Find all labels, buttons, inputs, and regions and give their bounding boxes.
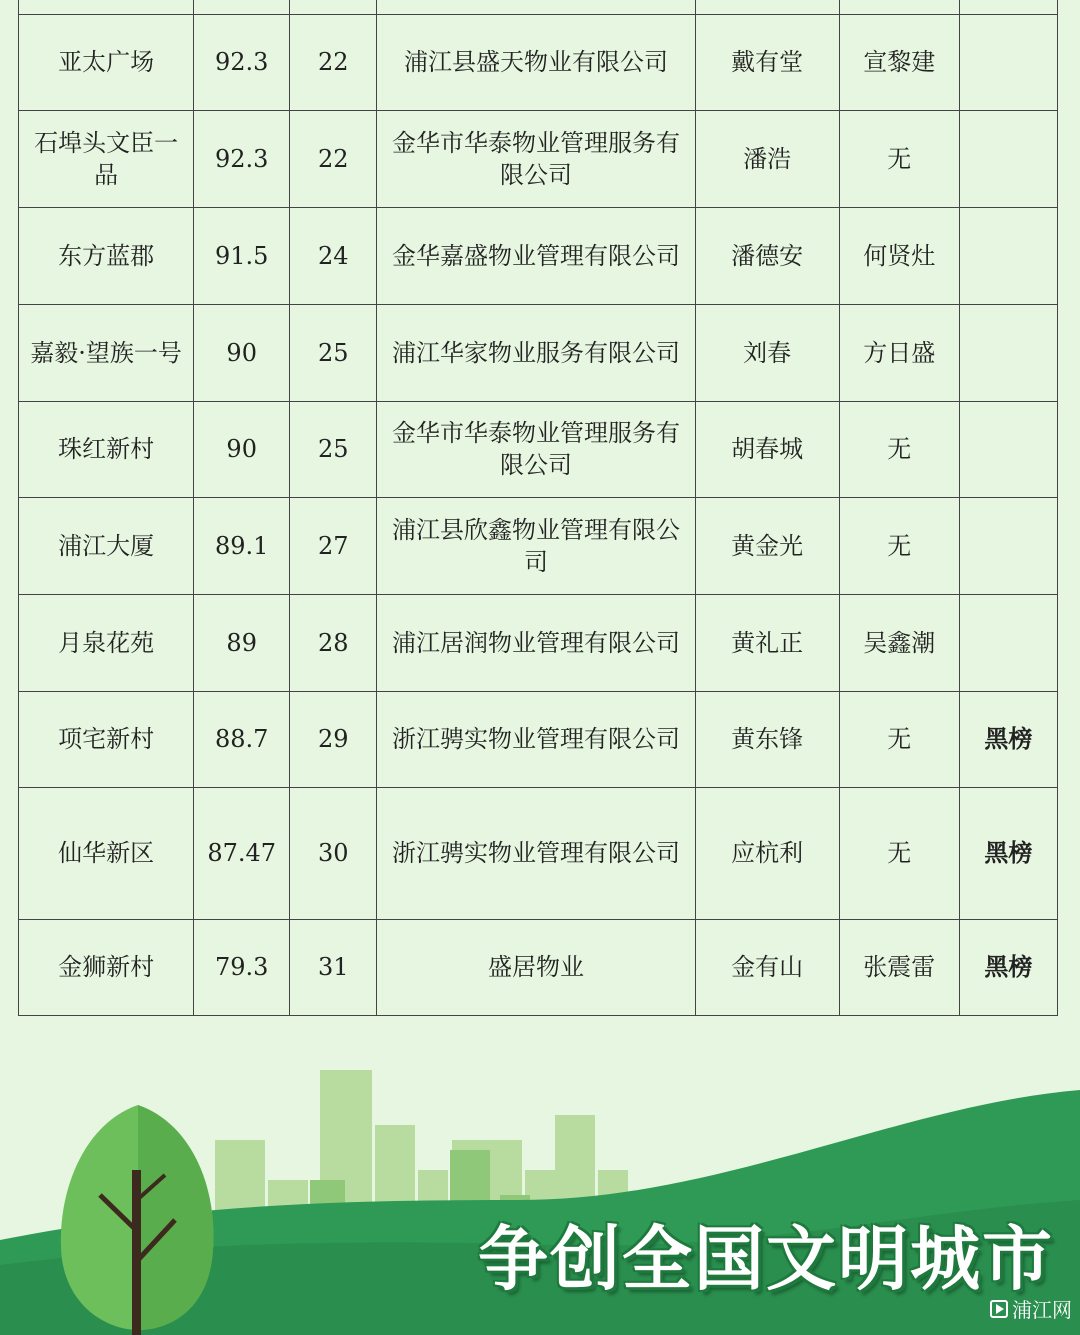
table-row bbox=[19, 14, 1058, 110]
committee-cell: 无 bbox=[839, 691, 959, 787]
committee-cell: 无 bbox=[839, 497, 959, 594]
company-cell: 浙江骋实物业管理有限公司 bbox=[377, 691, 695, 787]
table-row bbox=[19, 110, 1058, 207]
table-row bbox=[19, 497, 1058, 594]
rank-cell: 29 bbox=[290, 691, 377, 787]
committee-cell: 何贤灶 bbox=[839, 207, 959, 304]
company-cell: 盛居物业 bbox=[377, 919, 695, 1015]
table-row-continued bbox=[19, 0, 1058, 14]
score-cell: 92.3 bbox=[194, 110, 290, 207]
rank-cell: 31 bbox=[290, 919, 377, 1015]
manager-cell: 戴有堂 bbox=[695, 14, 839, 110]
score-cell: 92.3 bbox=[194, 14, 290, 110]
table-row bbox=[19, 787, 1058, 919]
company-cell: 金华市华泰物业管理服务有限公司 bbox=[377, 401, 695, 497]
manager-cell: 胡春城 bbox=[695, 401, 839, 497]
slogan-text: 争创全国文明城市 bbox=[478, 1218, 1054, 1300]
watermark bbox=[990, 1294, 1072, 1323]
manager-cell: 刘春 bbox=[695, 304, 839, 401]
table-row bbox=[19, 919, 1058, 1015]
tag-cell: 黑榜 bbox=[959, 919, 1057, 1015]
score-cell: 89 bbox=[194, 594, 290, 691]
tag-cell bbox=[959, 594, 1057, 691]
company-cell: 浦江华家物业服务有限公司 bbox=[377, 304, 695, 401]
community-name-cell: 东方蓝郡 bbox=[19, 207, 194, 304]
rank-cell: 28 bbox=[290, 594, 377, 691]
rank-cell: 25 bbox=[290, 401, 377, 497]
play-logo-icon bbox=[990, 1300, 1008, 1318]
manager-cell: 潘德安 bbox=[695, 207, 839, 304]
table-row bbox=[19, 304, 1058, 401]
community-name-cell: 金狮新村 bbox=[19, 919, 194, 1015]
company-cell: 浦江县盛天物业有限公司 bbox=[377, 14, 695, 110]
watermark-text: 浦江网 bbox=[1012, 1298, 1072, 1322]
manager-cell: 应杭利 bbox=[695, 787, 839, 919]
score-cell: 90 bbox=[194, 401, 290, 497]
community-name-cell: 亚太广场 bbox=[19, 14, 194, 110]
committee-cell: 方日盛 bbox=[839, 304, 959, 401]
company-cell: 浦江县欣鑫物业管理有限公司 bbox=[377, 497, 695, 594]
committee-cell: 宣黎建 bbox=[839, 14, 959, 110]
rank-cell: 24 bbox=[290, 207, 377, 304]
company-cell: 金华嘉盛物业管理有限公司 bbox=[377, 207, 695, 304]
committee-cell: 吴鑫潮 bbox=[839, 594, 959, 691]
manager-cell: 潘浩 bbox=[695, 110, 839, 207]
score-cell: 79.3 bbox=[194, 919, 290, 1015]
manager-cell: 黄礼正 bbox=[695, 594, 839, 691]
rank-cell: 22 bbox=[290, 14, 377, 110]
tag-cell bbox=[959, 207, 1057, 304]
table-row bbox=[19, 401, 1058, 497]
community-name-cell: 嘉毅·望族一号 bbox=[19, 304, 194, 401]
rank-cell: 30 bbox=[290, 787, 377, 919]
score-cell: 88.7 bbox=[194, 691, 290, 787]
community-name-cell: 仙华新区 bbox=[19, 787, 194, 919]
rank-cell: 27 bbox=[290, 497, 377, 594]
ranking-table-wrap bbox=[18, 0, 1058, 1016]
tag-cell bbox=[959, 401, 1057, 497]
tag-cell: 黑榜 bbox=[959, 787, 1057, 919]
community-name-cell: 石埠头文臣一品 bbox=[19, 110, 194, 207]
community-name-cell: 项宅新村 bbox=[19, 691, 194, 787]
community-name-cell: 浦江大厦 bbox=[19, 497, 194, 594]
community-name-cell: 月泉花苑 bbox=[19, 594, 194, 691]
table-row bbox=[19, 691, 1058, 787]
rank-cell: 25 bbox=[290, 304, 377, 401]
score-cell: 87.47 bbox=[194, 787, 290, 919]
manager-cell: 黄东锋 bbox=[695, 691, 839, 787]
committee-cell: 张震雷 bbox=[839, 919, 959, 1015]
company-cell: 金华市华泰物业管理服务有限公司 bbox=[377, 110, 695, 207]
company-cell: 浦江居润物业管理有限公司 bbox=[377, 594, 695, 691]
score-cell: 89.1 bbox=[194, 497, 290, 594]
committee-cell: 无 bbox=[839, 110, 959, 207]
manager-cell: 黄金光 bbox=[695, 497, 839, 594]
ranking-table bbox=[18, 0, 1058, 1016]
tag-cell: 黑榜 bbox=[959, 691, 1057, 787]
tag-cell bbox=[959, 304, 1057, 401]
rank-cell: 22 bbox=[290, 110, 377, 207]
community-name-cell: 珠红新村 bbox=[19, 401, 194, 497]
table-row bbox=[19, 594, 1058, 691]
tag-cell bbox=[959, 110, 1057, 207]
table-row bbox=[19, 207, 1058, 304]
committee-cell: 无 bbox=[839, 401, 959, 497]
tree-icon bbox=[61, 1105, 214, 1335]
committee-cell: 无 bbox=[839, 787, 959, 919]
score-cell: 91.5 bbox=[194, 207, 290, 304]
tag-cell bbox=[959, 14, 1057, 110]
tag-cell bbox=[959, 497, 1057, 594]
score-cell: 90 bbox=[194, 304, 290, 401]
company-cell: 浙江骋实物业管理有限公司 bbox=[377, 787, 695, 919]
manager-cell: 金有山 bbox=[695, 919, 839, 1015]
